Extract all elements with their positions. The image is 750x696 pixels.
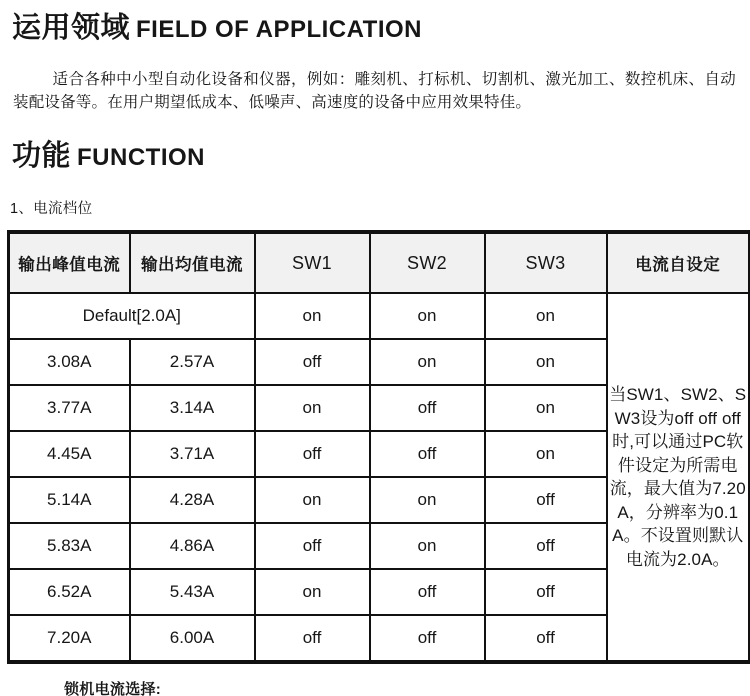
cell-sw2: on <box>370 293 485 339</box>
lock-current-label: 锁机电流选择: <box>64 681 162 696</box>
cell-sw2: on <box>370 477 485 523</box>
page-title-application <box>12 12 750 49</box>
cell-avg: 2.57A <box>130 339 255 385</box>
current-self-set-note: 当SW1、SW2、SW3设为off off off时,可以通过PC软件设定为所需电流，最大值为7.20A，分辨率为0.1A。不设置则默认电流为2.0A。 <box>607 293 750 662</box>
cell-peak: 3.77A <box>9 385 130 431</box>
cell-peak: 4.45A <box>9 431 130 477</box>
col-header-sw1: SW1 <box>255 232 370 293</box>
application-title-zh: 运用领域 <box>12 12 131 44</box>
cell-sw2: on <box>370 523 485 569</box>
cell-sw1: off <box>255 339 370 385</box>
function-title-en: FUNCTION <box>77 144 205 171</box>
col-header-peak-current: 输出峰值电流 <box>9 232 130 293</box>
cell-sw3: on <box>485 339 607 385</box>
cell-sw2: off <box>370 615 485 662</box>
col-header-sw2: SW2 <box>370 232 485 293</box>
cell-sw3: on <box>485 385 607 431</box>
function-title-zh: 功能 <box>12 140 72 172</box>
cell-sw3: off <box>485 615 607 662</box>
cell-sw2: off <box>370 569 485 615</box>
cell-sw1: off <box>255 615 370 662</box>
cell-sw2: off <box>370 385 485 431</box>
cell-sw1: on <box>255 385 370 431</box>
cell-sw1: off <box>255 431 370 477</box>
col-header-self-set: 电流自设定 <box>607 232 750 293</box>
cell-sw2: on <box>370 339 485 385</box>
cell-peak: 6.52A <box>9 569 130 615</box>
cell-avg: 6.00A <box>130 615 255 662</box>
current-gear-label: 1、电流档位 <box>10 201 93 217</box>
cell-sw3: on <box>485 431 607 477</box>
application-paragraph: 适合各种中小型自动化设备和仪器，例如：雕刻机、打标机、切割机、激光加工、数控机床、自动装配设备等。在用户期望低成本、低噪声、高速度的设备中应用效果特佳。 <box>13 71 736 111</box>
cell-default-label: Default[2.0A] <box>9 293 255 339</box>
cell-avg: 4.28A <box>130 477 255 523</box>
col-header-avg-current: 输出均值电流 <box>130 232 255 293</box>
application-title-en: FIELD OF APPLICATION <box>136 16 423 43</box>
cell-sw3: off <box>485 477 607 523</box>
col-header-sw3: SW3 <box>485 232 607 293</box>
cell-sw1: on <box>255 477 370 523</box>
cell-peak: 3.08A <box>9 339 130 385</box>
cell-avg: 3.14A <box>130 385 255 431</box>
table-header-row <box>9 232 750 293</box>
cell-sw1: off <box>255 523 370 569</box>
cell-sw1: on <box>255 293 370 339</box>
cell-avg: 5.43A <box>130 569 255 615</box>
cell-avg: 3.71A <box>130 431 255 477</box>
page-title-function <box>12 141 750 176</box>
cell-sw1: on <box>255 569 370 615</box>
table-row-default <box>9 293 750 339</box>
cell-sw2: off <box>370 431 485 477</box>
cell-peak: 5.83A <box>9 523 130 569</box>
cell-peak: 5.14A <box>9 477 130 523</box>
cell-peak: 7.20A <box>9 615 130 662</box>
cell-sw3: off <box>485 523 607 569</box>
cell-avg: 4.86A <box>130 523 255 569</box>
cell-sw3: on <box>485 293 607 339</box>
cell-sw3: off <box>485 569 607 615</box>
current-settings-table <box>7 230 750 664</box>
